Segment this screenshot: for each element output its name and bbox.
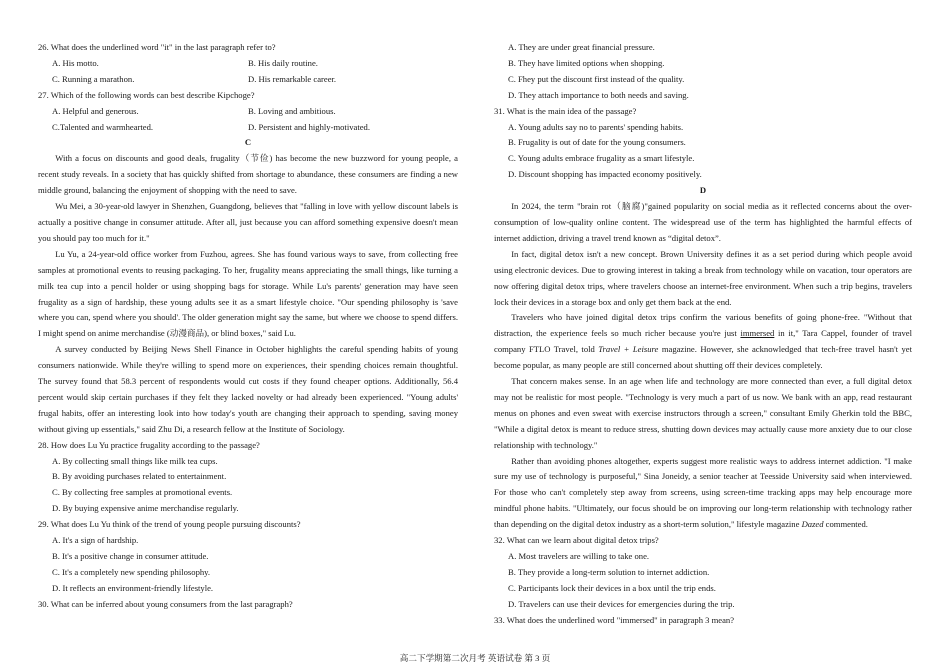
q30-option-c: C. Fhey put the discount first instead of the quality. [508,73,685,84]
q31-stem: 31. What is the main idea of the passage? [494,105,637,116]
passage-d-p3-text-c: magazine. However, she acknowledged that tech-free travel hasn't yet become popular, as many people are still concerned about shutting off their devices completely. [494,344,912,371]
q26-option-b: B. His daily routine. [248,57,318,68]
q31-option-b: B. Frugality is out of date for the young consumers. [508,137,686,148]
q27-stem: 27. Which of the following words can best describe Kipchoge? [38,89,255,100]
section-d-heading: D [699,185,707,196]
passage-d-paragraph-5 [494,454,912,534]
q28-option-b: B. By avoiding purchases related to entertainment. [52,471,227,482]
q28-option-d: D. By buying expensive anime merchandise regularly. [52,503,239,514]
q29-option-d: D. It reflects an environment-friendly lifestyle. [52,582,214,593]
q26-options-row1 [38,56,458,72]
q30-option-d: D. They attach importance to both needs and saving. [508,89,689,100]
left-column [38,40,458,613]
q32-option-a: A. Most travelers are willing to take one. [508,551,650,561]
q32-stem: 32. What can we learn about digital detox trips? [494,535,659,546]
right-column [494,40,912,629]
q27-option-b: B. Loving and ambitious. [248,105,336,116]
passage-c [38,151,458,437]
magazine-name-travel-leisure: Travel + Leisure [598,344,659,355]
page-footer: 高二下学期第二次月考 英语试卷 第 3 页 [399,653,551,663]
q28-option-c: C. By collecting free samples at promotional events. [52,487,233,498]
passage-d-p5-text-b: commented. [823,519,868,530]
q26-option-c: C. Running a marathon. [52,73,135,84]
q26-options-row2 [38,72,458,88]
q26-option-a: A. His motto. [52,57,99,68]
passage-c-paragraph-4: A survey conducted by Beijing News Shell Finance in October highlights the careful spending habits of young consumers nationwide. While they're willing to spend more on experiences, their spending choices remain thoughtful. The survey found that 58.3 percent of respondents would cut costs if they found cheaper options. Additionally, 56.4 percent would skip certain purchases if they felt they lacked novelty or had already been experienced. "Young adults' frugal habits, offer an interesting look into how today's youth are changing their approach to spending, saving money without giving up essentials," said Zhu Di, a research fellow at the Institute of Sociology. [38,344,458,434]
passage-d-p3-text-a: Travelers who have joined digital detox trips confirm the various benefits of going phone-free. "Without that distraction, the experience feels so much richer because you're just [494,312,912,339]
q29-option-c: C. It's a completely new spending philosophy. [52,566,211,577]
passage-c-paragraph-3: Lu Yu, a 24-year-old office worker from Fuzhou, agrees. She has found various ways to save, from collecting free samples at promotional events to reusing packaging. To her, frugality means appreciating the small things, like turning a milk tea cup into a pencil holder or using shopping bags for storage. While Lu's parents' generation may have seen frugality as a sign of hardship, these young adults see it as a smart lifestyle choice. "Our spending philosophy is 'save where you can, spend where you should'. The older generation might say the same, but where we choose to spend differs. I might spend on anime merchandise (动漫商品), or blind boxes," said Lu. [38,248,458,339]
passage-c-paragraph-2: Wu Mei, a 30-year-old lawyer in Shenzhen, Guangdong, believes that "falling in love with yellow discount labels is actually a positive change in consumer attitude. After all, just because you can afford something expensive doesn't mean you should pay too much for it." [38,201,458,243]
passage-d [494,199,912,533]
q29-option-a: A. It's a sign of hardship. [52,535,139,546]
q27-option-a: A. Helpful and generous. [52,105,139,116]
passage-d-paragraph-2: In fact, digital detox isn't a new concept. Brown University defines it as a set period during which people avoid using electronic devices. Due to growing interest in taking a break from technology while on vacation, tour operators are now offering digital detox trips, where travelers choose an internet-free environment. When such a trip begins, travelers lock their devices in a storage box and only get them back at the end. [494,248,912,307]
passage-d-paragraph-3 [494,310,912,374]
passage-d-p3-text-b: in it," Tara Cappel, founder of travel company FTLO Travel, told [494,328,912,355]
q31-option-a: A. Young adults say no to parents' spending habits. [508,121,684,132]
underlined-word-immersed: immersed [740,328,775,339]
q29-option-b: B. It's a positive change in consumer attitude. [52,551,209,561]
q30-stem: 30. What can be inferred about young consumers from the last paragraph? [38,598,293,609]
passage-d-p5-text-a: Rather than avoiding phones altogether, experts suggest more realistic ways to address internet addiction. "I make sure my use of technology is purposeful," Sina Joneidy, a senior teacher at Teesside University said when interviewed. For those who can't completely step away from screens, using screen-time tracking apps may help encourage more mindful phone habits. "Ultimately, our focus should be on improving our long-term relationship with technology rather than depending on the digital detox industry as a short-term solution," lifestyle magazine [494,455,912,530]
q28-option-a: A. By collecting small things like milk tea cups. [52,455,218,466]
magazine-name-dazed: Dazed [801,519,824,530]
section-c-heading: C [244,137,252,148]
q29-stem: 29. What does Lu Yu think of the trend of young people pursuing discounts? [38,519,301,530]
q26-option-d: D. His remarkable career. [248,73,337,84]
q30-option-a: A. They are under great financial pressure. [508,42,655,52]
q28-stem: 28. How does Lu Yu practice frugality according to the passage? [38,439,260,450]
q26-stem: 26. What does the underlined word "it" in the last paragraph refer to? [38,42,276,52]
q33-stem: 33. What does the underlined word "immersed" in paragraph 3 mean? [494,614,735,625]
passage-d-paragraph-4: That concern makes sense. In an age when life and technology are more connected than ever, a full digital detox may not be realistic for most people. "Technology is very much a part of us now. We bank with an app, read restaurant menus on phones and even sweat with exercise instructors through a screen," consultant Emily Gherkin told the BBC, "While a digital detox is meant to reduce stress, shutting down devices may actually cause more anxiety due to our close relationship with technology." [494,376,912,450]
q32-option-d: D. Travelers can use their devices for emergencies during the trip. [508,598,735,609]
passage-c-paragraph-1: With a focus on discounts and good deals, frugality（节俭) has become the new buzzword for young people, a recent study reveals. In a society that has quickly shifted from shortage to abundance, these consumers are finding a new middle ground, balancing the enjoyment of shopping with the need to save. [38,153,458,196]
q27-option-d: D. Persistent and highly-motivated. [248,121,370,132]
passage-d-paragraph-1: In 2024, the term "brain rot（脑腐)"gained popularity on social media as it reflected concerns about the over-consumption of low-quality online content. The widespread use of the term has highlighted the harmful effects of internet addiction, driving a travel trend known as “digital detox”. [494,201,912,243]
q31-option-d: D. Discount shopping has impacted economy positively. [508,169,702,180]
q27-option-c: C.Talented and warmhearted. [52,121,154,132]
q31-option-c: C. Young adults embrace frugality as a smart lifestyle. [508,153,695,164]
q32-option-b: B. They provide a long-term solution to internet addiction. [508,566,710,577]
q27-options-row2 [38,120,458,136]
q27-options-row1 [38,104,458,120]
q32-option-c: C. Participants lock their devices in a box until the trip ends. [508,582,716,593]
q30-option-b: B. They have limited options when shopping. [508,57,665,68]
